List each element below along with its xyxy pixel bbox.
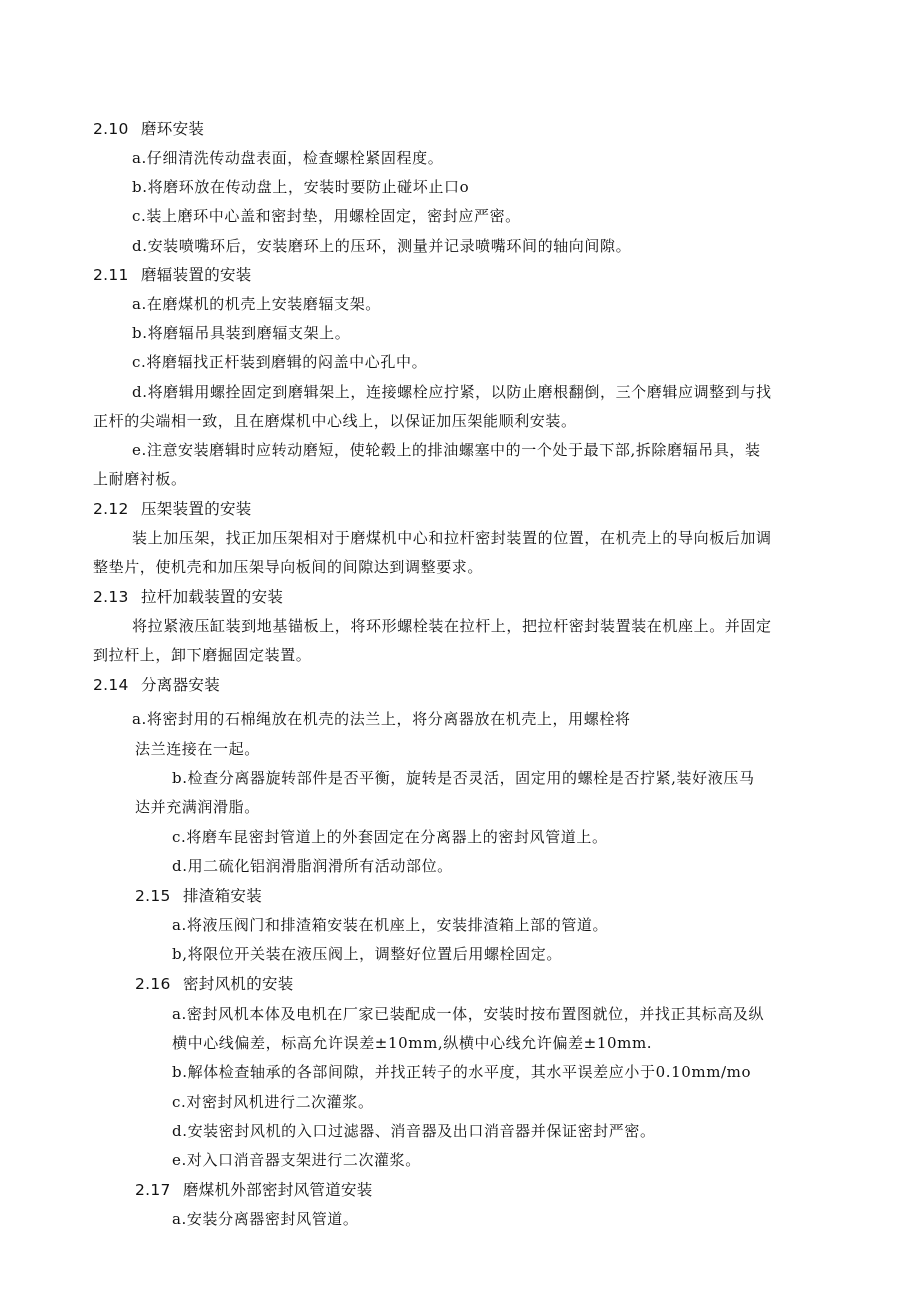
paragraph-line: 正杆的尖端相一致，且在磨煤机中心线上，以保证加压架能顺利安装。 bbox=[93, 412, 577, 430]
section-number: 2.16 bbox=[135, 975, 171, 993]
section-number: 2.12 bbox=[93, 500, 129, 518]
section-number: 2.15 bbox=[135, 887, 171, 905]
section-title: 排渣箱安装 bbox=[183, 887, 263, 905]
paragraph-line: a.在磨煤机的机壳上安装磨辐支架。 bbox=[132, 295, 381, 313]
section-heading bbox=[93, 675, 220, 695]
section-number: 2.13 bbox=[93, 588, 129, 606]
paragraph-line: b.检查分离器旋转部件是否平衡，旋转是否灵活，固定用的螺栓是否拧紧,装好液压马 bbox=[172, 769, 755, 787]
section-heading bbox=[135, 1180, 373, 1200]
section-title: 分离器安装 bbox=[141, 676, 221, 694]
paragraph-line: c.装上磨环中心盖和密封垫，用螺栓固定，密封应严密。 bbox=[132, 207, 521, 225]
section-title: 磨煤机外部密封风管道安装 bbox=[183, 1181, 373, 1199]
section-number: 2.11 bbox=[93, 266, 129, 284]
paragraph-line: 达并充满润滑脂。 bbox=[135, 798, 260, 816]
paragraph-line: d.安装密封风机的入口过滤器、消音器及出口消音器并保证密封严密。 bbox=[172, 1122, 656, 1140]
section-heading bbox=[93, 587, 283, 607]
section-title: 拉杆加载装置的安装 bbox=[141, 588, 284, 606]
paragraph-line: b,将限位开关装在液压阀上，调整好位置后用螺栓固定。 bbox=[172, 945, 562, 963]
paragraph-line: a.密封风机本体及电机在厂家已装配成一体，安装时按布置图就位，并找正其标高及纵 bbox=[172, 1005, 765, 1023]
section-title: 磨环安装 bbox=[141, 120, 205, 138]
paragraph-line: 到拉杆上，卸下磨掘固定装置。 bbox=[93, 646, 312, 664]
section-heading bbox=[93, 499, 252, 519]
paragraph-line: 上耐磨衬板。 bbox=[93, 470, 187, 488]
section-heading bbox=[135, 886, 262, 906]
paragraph-line: d.将磨辑用螺拴固定到磨辑架上，连接螺栓应拧紧，以防止磨根翻倒，三个磨辑应调整到与找 bbox=[132, 383, 772, 401]
paragraph-line: a.仔细清洗传动盘表面，检查螺栓紧固程度。 bbox=[132, 149, 444, 167]
section-title: 磨辐装置的安装 bbox=[141, 266, 252, 284]
paragraph-line: a.将液压阀门和排渣箱安装在机座上，安装排渣箱上部的管道。 bbox=[172, 916, 609, 934]
section-number: 2.17 bbox=[135, 1181, 171, 1199]
section-number: 2.14 bbox=[93, 676, 129, 694]
paragraph-line: c.对密封风机进行二次灌浆。 bbox=[172, 1093, 374, 1111]
paragraph-line: a.安装分离器密封风管道。 bbox=[172, 1210, 359, 1228]
paragraph-line: d.安装喷嘴环后，安装磨环上的压环，测量并记录喷嘴环间的轴向间隙。 bbox=[132, 237, 632, 255]
section-heading bbox=[93, 119, 204, 139]
section-title: 密封风机的安装 bbox=[183, 975, 294, 993]
section-heading bbox=[135, 974, 294, 994]
paragraph-line: b.将磨环放在传动盘上，安装时要防止碰坏止口o bbox=[132, 178, 470, 196]
paragraph-line: 装上加压架，找正加压架相对于磨煤机中心和拉杆密封装置的位置，在机壳上的导向板后加调 bbox=[132, 529, 772, 547]
paragraph-line: e.对入口消音器支架进行二次灌浆。 bbox=[172, 1151, 421, 1169]
paragraph-line: b.将磨辐吊具装到磨辐支架上。 bbox=[132, 324, 351, 342]
paragraph-line: 将拉紧液压缸装到地基锚板上，将环形螺栓装在拉杆上，把拉杆密封装置装在机座上。并固定 bbox=[132, 617, 772, 635]
paragraph-line: 横中心线偏差，标高允许误差±10mm,纵横中心线允许偏差±10mm. bbox=[172, 1034, 653, 1052]
paragraph-line: d.用二硫化铝润滑脂润滑所有活动部位。 bbox=[172, 857, 453, 875]
paragraph-line: c.将磨车昆密封管道上的外套固定在分离器上的密封风管道上。 bbox=[172, 828, 608, 846]
paragraph-line: 法兰连接在一起。 bbox=[135, 740, 260, 758]
section-title: 压架装置的安装 bbox=[141, 500, 252, 518]
section-number: 2.10 bbox=[93, 120, 129, 138]
paragraph-line: b.解体检查轴承的各部间隙，并找正转子的水平度，其水平误差应小于0.10mm∕mo bbox=[172, 1063, 752, 1081]
paragraph-line: e.注意安装磨辑时应转动磨短，使轮毂上的排油螺塞中的一个处于最下部,拆除磨辐吊具，装 bbox=[132, 441, 761, 459]
paragraph-line: 整垫片，使机壳和加压架导向板间的间隙达到调整要求。 bbox=[93, 558, 484, 576]
paragraph-line: a.将密封用的石棉绳放在机壳的法兰上，将分离器放在机壳上，用螺栓将 bbox=[132, 710, 631, 728]
paragraph-line: c.将磨辐找正杆装到磨辑的闷盖中心孔中。 bbox=[132, 353, 428, 371]
section-heading bbox=[93, 265, 252, 285]
